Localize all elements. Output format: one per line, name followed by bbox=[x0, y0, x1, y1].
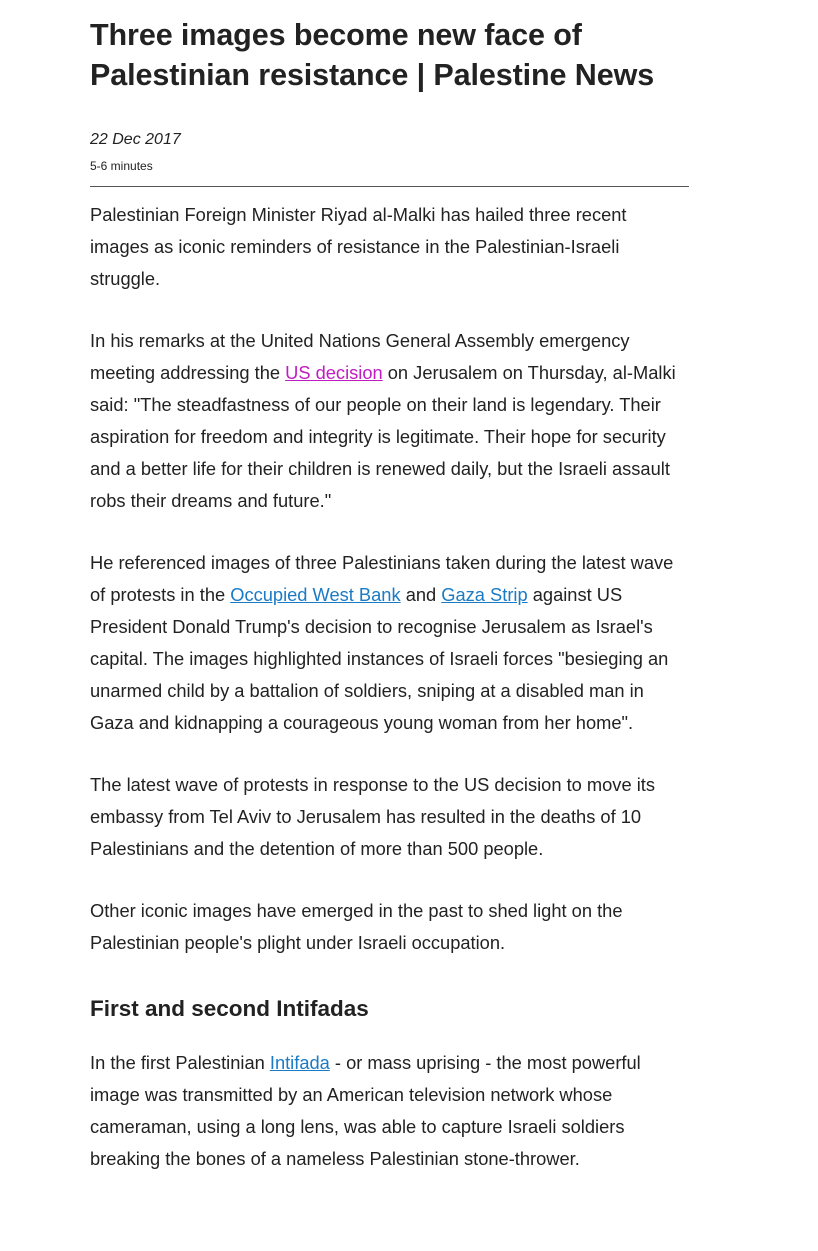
paragraph-1 bbox=[90, 199, 690, 295]
article-date: 22 Dec 2017 bbox=[90, 131, 181, 148]
section-paragraph-text-after: - or mass uprising - the most powerful image was transmitted by an American television network whose cameraman, using a long lens, was able to capture Israeli soldiers breaking the bones of a nameless Palestinian stone-thrower. bbox=[90, 1052, 641, 1169]
paragraph-3-text-middle: and bbox=[400, 584, 442, 605]
gaza-strip-link[interactable]: Gaza Strip bbox=[441, 584, 528, 605]
section-paragraph-text-before: In the first Palestinian bbox=[90, 1052, 270, 1073]
paragraph-2 bbox=[90, 325, 690, 517]
paragraph-5-text: Other iconic images have emerged in the past to shed light on the Palestinian people's plight under Israeli occupation. bbox=[90, 900, 623, 953]
paragraph-1-text: Palestinian Foreign Minister Riyad al-Malki has hailed three recent images as iconic reminders of resistance in the Palestinian-Israeli struggle. bbox=[90, 204, 627, 289]
paragraph-2-text-after: on Jerusalem on Thursday, al-Malki said: "The steadfastness of our people on their land is legendary. Their aspiration for freedom and integrity is legitimate. Their hope for security and a better life for their children is renewed daily, but the Israeli assault robs their dreams and future." bbox=[90, 362, 676, 511]
intifada-link[interactable]: Intifada bbox=[269, 1052, 330, 1073]
header-divider bbox=[90, 186, 689, 187]
paragraph-2-text-before: In his remarks at the United Nations General Assembly emergency meeting addressing the bbox=[90, 330, 630, 383]
paragraph-3-text-after: against US President Donald Trump's decision to recognise Jerusalem as Israel's capital. The images highlighted instances of Israeli forces "besieging an unarmed child by a battalion of soldiers, sniping at a disabled man in Gaza and kidnapping a courageous young woman from her home". bbox=[90, 584, 669, 733]
reading-time: 5-6 minutes bbox=[90, 159, 153, 173]
paragraph-4 bbox=[90, 769, 690, 865]
paragraph-5 bbox=[90, 895, 690, 959]
occupied-west-bank-link[interactable]: Occupied West Bank bbox=[230, 584, 401, 605]
paragraph-3 bbox=[90, 547, 690, 739]
us-decision-link[interactable]: US decision bbox=[285, 362, 383, 383]
section-heading: First and second Intifadas bbox=[90, 996, 369, 1021]
section-paragraph bbox=[90, 1047, 690, 1175]
article bbox=[90, 0, 690, 1175]
paragraph-4-text: The latest wave of protests in response to the US decision to move its embassy from Tel Aviv to Jerusalem has resulted in the deaths of 10 Palestinians and the detention of more than 500 people. bbox=[90, 774, 655, 859]
paragraph-3-text-before: He referenced images of three Palestinians taken during the latest wave of protests in the bbox=[90, 552, 674, 605]
article-title: Three images become new face of Palestinian resistance | Palestine News bbox=[90, 18, 655, 92]
